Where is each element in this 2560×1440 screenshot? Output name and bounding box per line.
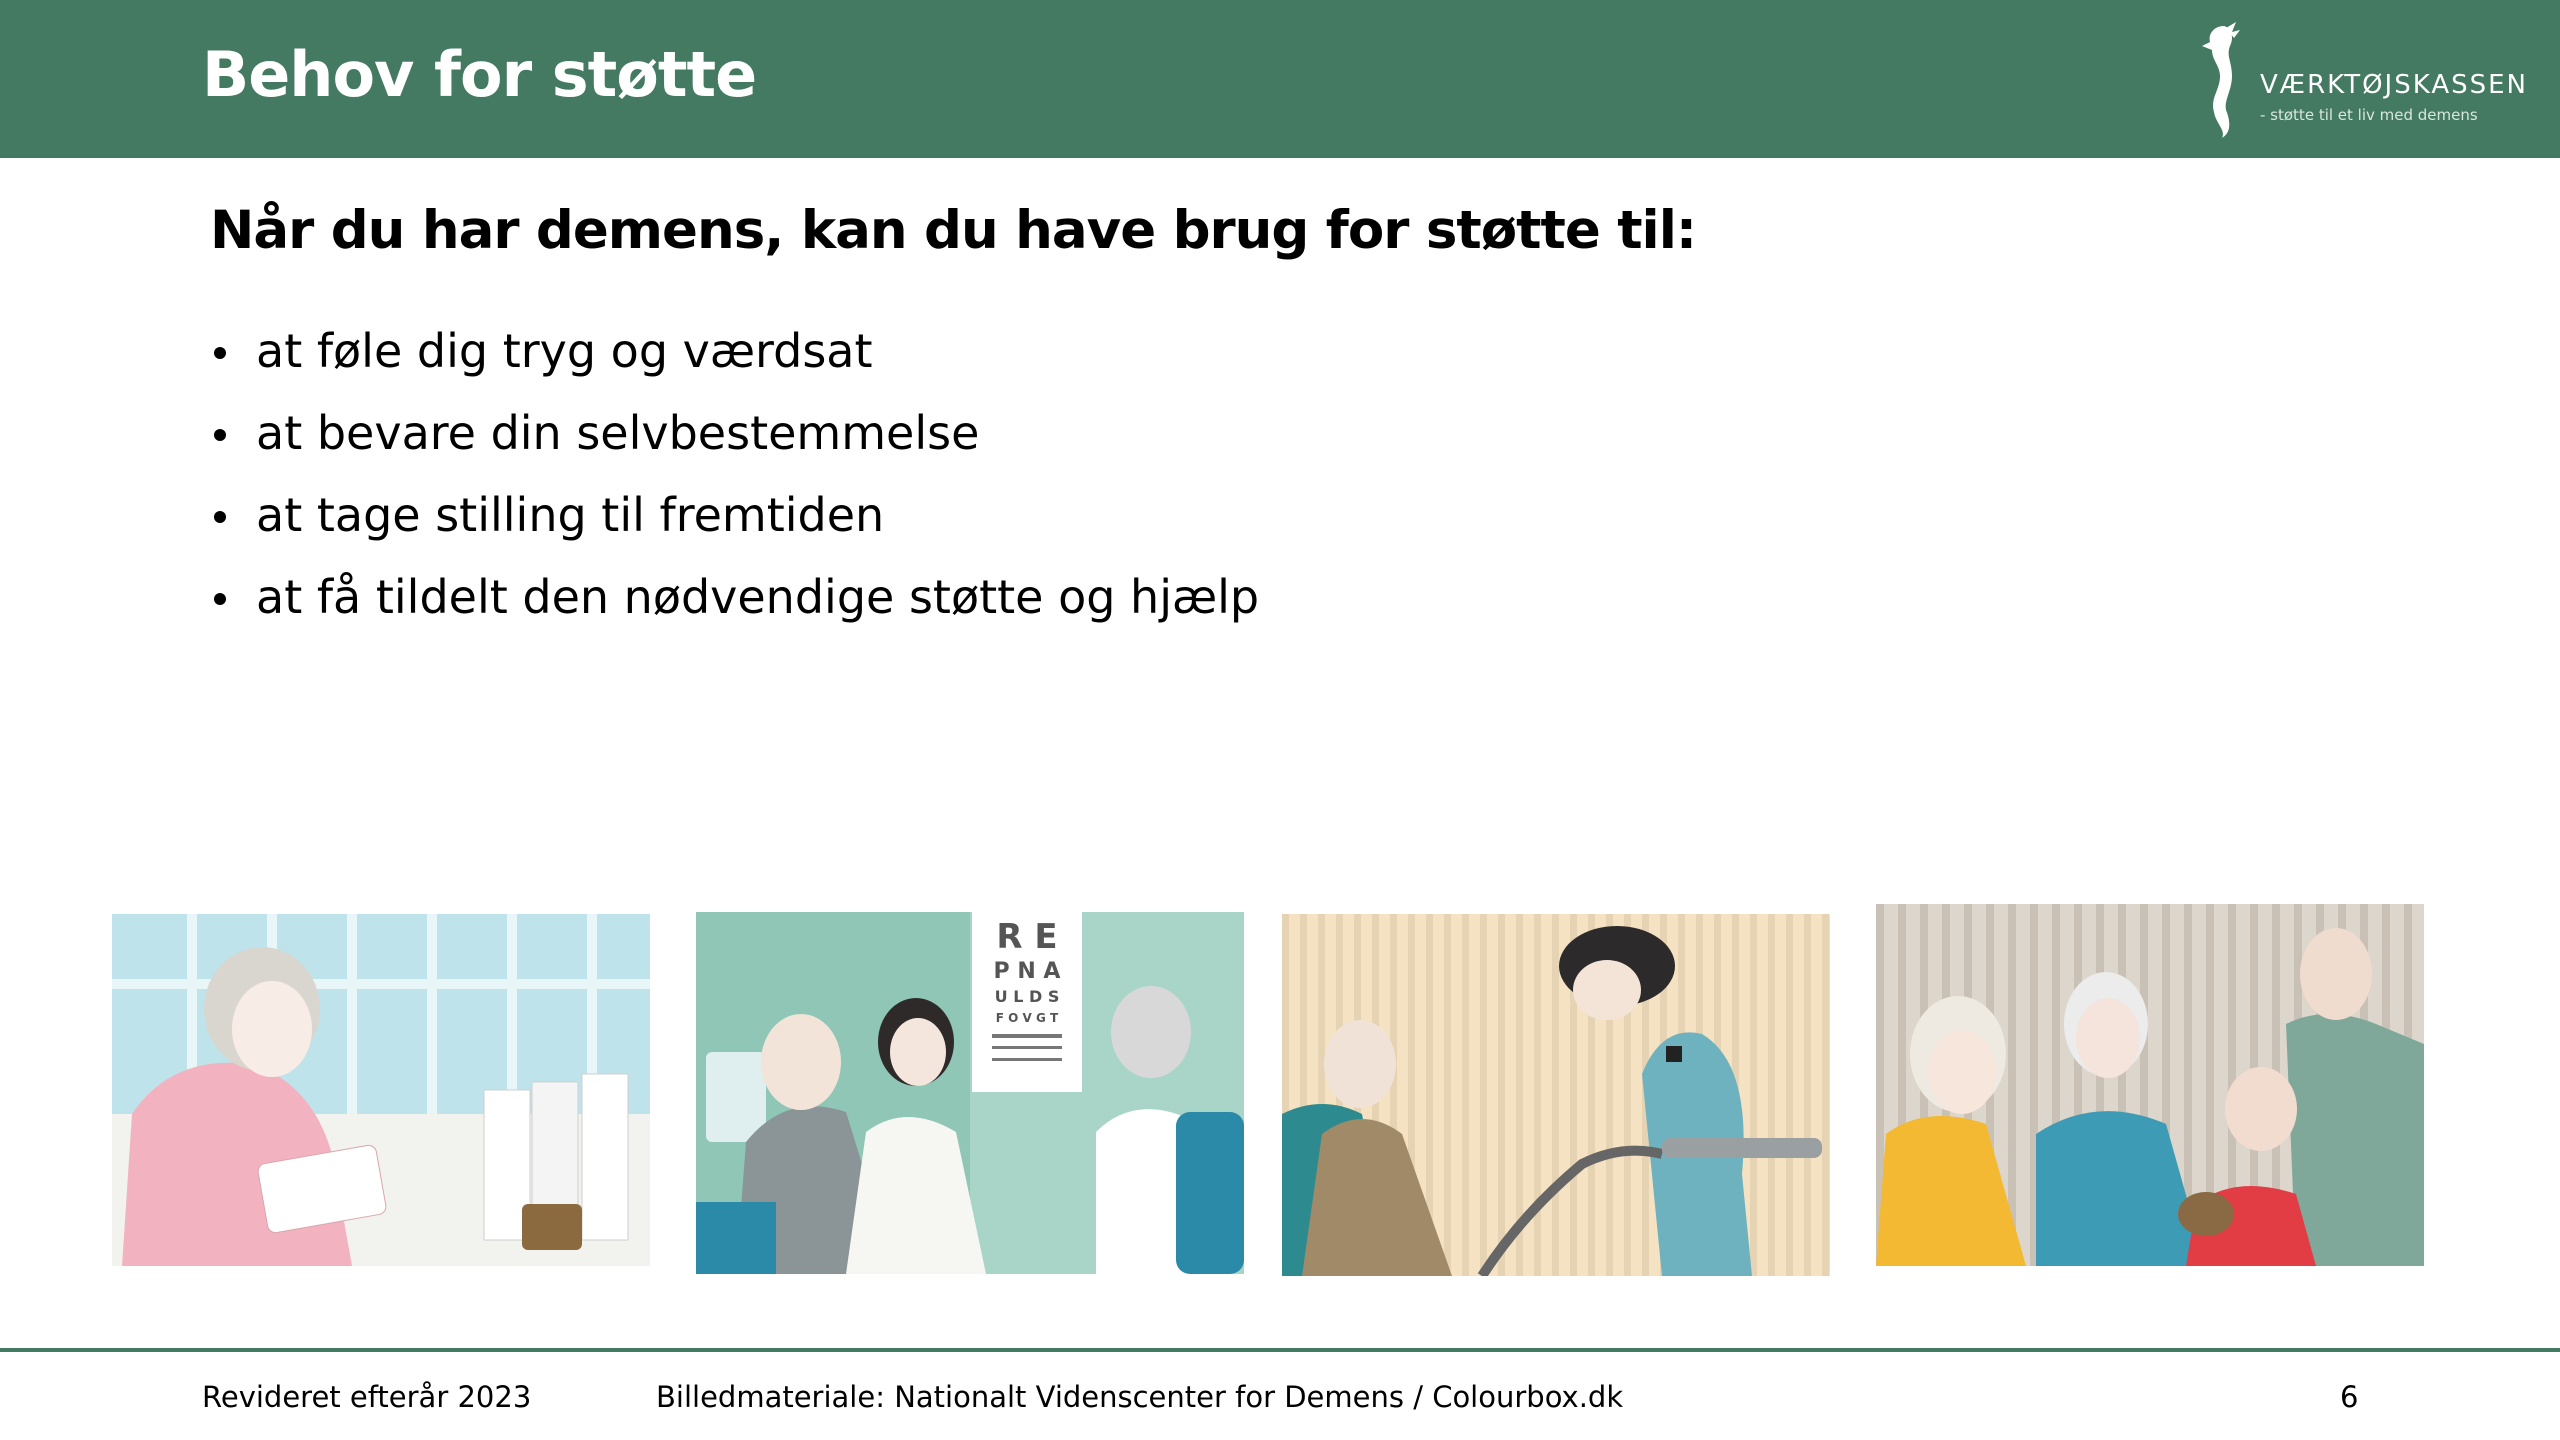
logo [2196, 20, 2526, 140]
bullet-text: at tage stilling til fremtiden [256, 488, 885, 542]
footer-divider [0, 1348, 2560, 1352]
illustration-family [1876, 904, 2424, 1266]
bullet-dot [214, 511, 226, 523]
eye-chart-row: P N A [993, 959, 1061, 984]
slide-title: Behov for støtte [202, 38, 757, 111]
illustration-home-help [1282, 914, 1830, 1276]
seahorse-icon [2196, 20, 2252, 140]
slide-heading: Når du har demens, kan du have brug for støtte til: [210, 200, 1697, 261]
bullet-dot [214, 593, 226, 605]
bullet-item [214, 400, 1259, 482]
bullet-text: at føle dig tryg og værdsat [256, 324, 873, 378]
bullet-item [214, 482, 1259, 564]
eye-chart-row: R E [996, 917, 1058, 957]
bullet-dot [214, 347, 226, 359]
eye-chart-row: F O V G T [995, 1011, 1059, 1025]
logo-name: VÆRKTØJSKASSEN [2260, 70, 2528, 100]
illustration-eye-exam [696, 912, 1244, 1274]
slide-header [0, 0, 2560, 158]
bullet-dot [214, 429, 226, 441]
eye-chart-row: U L D S [994, 987, 1060, 1006]
page-number: 6 [2340, 1380, 2359, 1414]
bullet-text: at bevare din selvbestemmelse [256, 406, 980, 460]
bullet-item [214, 318, 1259, 400]
bullet-item [214, 564, 1259, 646]
bullet-list [214, 318, 1259, 646]
illustration-woman-reading [112, 914, 650, 1266]
bullet-text: at få tildelt den nødvendige støtte og hjælp [256, 570, 1260, 624]
logo-tagline: - støtte til et liv med demens [2260, 106, 2478, 124]
footer-revised: Revideret efterår 2023 [202, 1380, 532, 1414]
footer-credits: Billedmateriale: Nationalt Videnscenter for Demens / Colourbox.dk [656, 1380, 1624, 1414]
